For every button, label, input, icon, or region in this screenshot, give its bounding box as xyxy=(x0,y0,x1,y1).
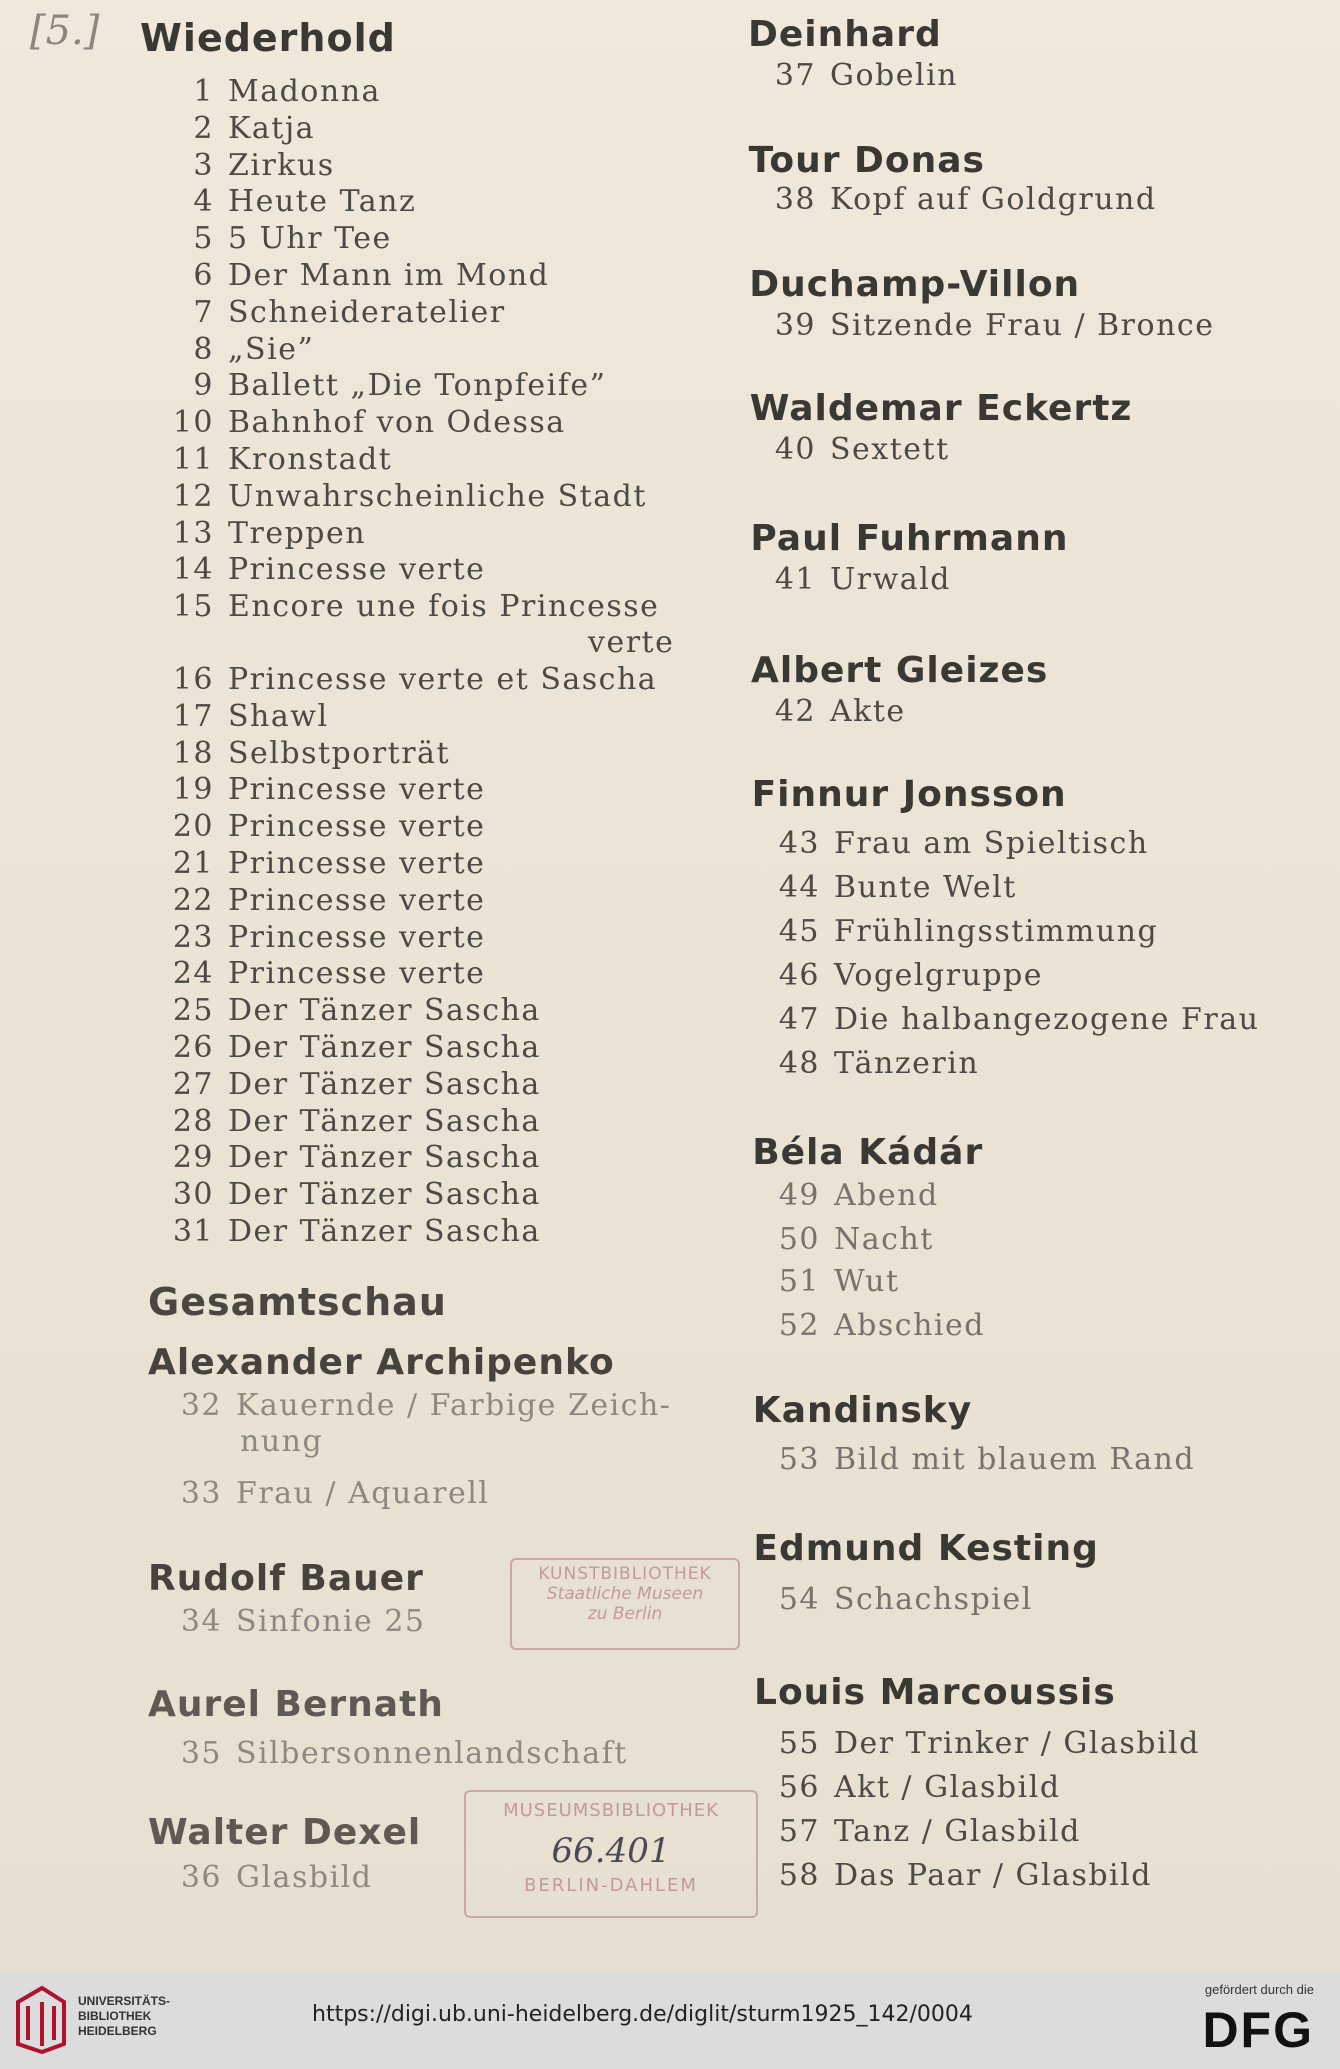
work-number: 52 xyxy=(778,1308,820,1343)
work-number: 44 xyxy=(778,870,820,905)
work-title: Abend xyxy=(834,1178,939,1213)
work-title: Princesse verte xyxy=(228,809,486,845)
work-number: 51 xyxy=(778,1264,820,1299)
work-title: Nacht xyxy=(834,1222,934,1257)
artist-heading: Walter Dexel xyxy=(148,1812,422,1853)
work-title: Der Tänzer Sascha xyxy=(228,1030,541,1065)
work-title: Encore une fois Princesse xyxy=(228,589,660,625)
artist-heading: Duchamp-Villon xyxy=(749,264,1081,305)
work-title: Sinfonie 25 xyxy=(236,1604,426,1639)
funded-by-label: gefördert durch die xyxy=(1204,1982,1314,1997)
stamp-line: KUNSTBIBLIOTHEK xyxy=(538,1564,712,1584)
logo-line: UNIVERSITÄTS- xyxy=(78,1994,171,2008)
work-item xyxy=(168,442,392,477)
work-number: 45 xyxy=(778,914,820,949)
work-number: 46 xyxy=(778,958,820,993)
work-number: 18 xyxy=(172,735,214,771)
work-item xyxy=(168,552,485,587)
logo-line: HEIDELBERG xyxy=(78,2024,157,2038)
work-title: Schneideratelier xyxy=(228,294,506,330)
work-number: 17 xyxy=(172,698,214,734)
work-item xyxy=(168,662,657,697)
work-number: 58 xyxy=(778,1858,820,1893)
work-title: Tänzerin xyxy=(834,1046,980,1081)
work-item xyxy=(770,308,1214,343)
artist-heading: Deinhard xyxy=(748,14,942,55)
artist-heading: Kandinsky xyxy=(752,1390,973,1431)
work-title: Der Tänzer Sascha xyxy=(228,1066,541,1102)
work-item xyxy=(774,826,1149,861)
work-number: 16 xyxy=(172,662,214,697)
work-number: 7 xyxy=(193,294,214,330)
work-title: Zirkus xyxy=(228,147,335,183)
work-title-continuation: verte xyxy=(588,625,675,661)
work-title: Silbersonnenlandschaft xyxy=(236,1736,628,1771)
work-title: Princesse verte xyxy=(228,919,486,955)
work-number: 38 xyxy=(774,182,816,217)
work-item xyxy=(774,958,1043,993)
work-number: 4 xyxy=(193,184,214,220)
work-item xyxy=(774,1264,900,1299)
stamp-accession-number: 66.401 xyxy=(551,1831,671,1871)
work-number: 1 xyxy=(193,74,214,109)
work-item xyxy=(168,883,485,918)
work-title: Akt / Glasbild xyxy=(834,1770,1061,1805)
work-number: 31 xyxy=(172,1214,214,1249)
work-item xyxy=(168,221,392,256)
work-item xyxy=(774,1222,934,1257)
work-number: 24 xyxy=(172,956,214,992)
work-title: Frühlingsstimmung xyxy=(834,914,1159,949)
work-title: Die halbangezogene Frau xyxy=(834,1002,1260,1037)
work-title: Katja xyxy=(228,110,316,146)
work-item xyxy=(168,1214,541,1249)
stamp-line: Staatliche Museen xyxy=(546,1584,704,1604)
stamp-line: BERLIN-DAHLEM xyxy=(524,1875,698,1896)
artist-heading: Béla Kádár xyxy=(752,1132,984,1173)
work-title: Akte xyxy=(830,694,906,729)
work-item xyxy=(168,809,485,844)
work-number: 21 xyxy=(172,846,214,881)
work-item xyxy=(168,846,485,881)
work-item xyxy=(168,368,606,403)
work-number: 26 xyxy=(172,1030,214,1065)
work-title: Schachspiel xyxy=(834,1582,1033,1617)
work-title: Der Tänzer Sascha xyxy=(228,1177,541,1213)
work-item xyxy=(168,1067,541,1102)
work-item xyxy=(774,1582,1033,1617)
work-item xyxy=(774,914,1158,949)
work-item xyxy=(168,74,381,109)
work-number: 27 xyxy=(172,1066,214,1102)
permalink-url[interactable]: https://digi.ub.uni-heidelberg.de/diglit/sturm1925_142/0004 xyxy=(312,2002,973,2027)
work-title: Vogelgruppe xyxy=(834,958,1044,993)
work-title: Gobelin xyxy=(830,58,958,93)
work-number: 11 xyxy=(172,442,214,477)
work-number: 9 xyxy=(193,368,214,404)
work-number: 50 xyxy=(778,1222,820,1257)
work-number: 3 xyxy=(193,147,214,183)
artist-heading: Finnur Jonsson xyxy=(751,774,1067,815)
artist-heading: Edmund Kesting xyxy=(753,1528,1099,1569)
work-title: Kopf auf Goldgrund xyxy=(830,182,1157,217)
work-number: 55 xyxy=(778,1726,820,1761)
work-number: 12 xyxy=(172,478,214,514)
work-number: 29 xyxy=(172,1140,214,1176)
work-title: Sextett xyxy=(830,432,950,467)
work-number: 39 xyxy=(774,308,816,343)
work-item xyxy=(774,1442,1195,1477)
work-number: 22 xyxy=(172,882,214,918)
work-title: Frau / Aquarell xyxy=(236,1476,490,1511)
work-number: 56 xyxy=(778,1770,820,1805)
work-title: 5 Uhr Tee xyxy=(228,221,392,257)
artist-heading: Aurel Bernath xyxy=(148,1684,444,1725)
work-title: Der Tänzer Sascha xyxy=(228,1103,541,1139)
work-item xyxy=(774,1046,979,1081)
work-item xyxy=(774,1770,1061,1805)
work-title: Ballett „Die Tonpfeife” xyxy=(228,368,607,404)
work-item xyxy=(168,993,541,1028)
section-heading-gesamtschau: Gesamtschau xyxy=(148,1280,447,1324)
work-item xyxy=(176,1604,426,1639)
work-title: Der Tänzer Sascha xyxy=(228,1214,541,1249)
work-number: 42 xyxy=(774,694,816,729)
work-item xyxy=(168,1030,541,1065)
work-title: Der Tänzer Sascha xyxy=(228,993,541,1029)
work-number: 53 xyxy=(778,1442,820,1477)
work-title: Heute Tanz xyxy=(228,184,417,220)
artist-heading: Paul Fuhrmann xyxy=(750,518,1069,559)
artist-heading-wiederhold: Wiederhold xyxy=(140,16,396,60)
work-item xyxy=(770,182,1157,217)
work-title: Princesse verte xyxy=(228,956,486,992)
viewer-footer xyxy=(0,1972,1340,2069)
work-item xyxy=(774,1858,1152,1893)
work-number: 47 xyxy=(778,1002,820,1037)
artist-heading: Tour Donas xyxy=(748,140,985,181)
work-number: 35 xyxy=(180,1736,222,1771)
work-title: Der Mann im Mond xyxy=(228,258,550,293)
work-number: 10 xyxy=(172,405,214,441)
work-number: 34 xyxy=(180,1604,222,1639)
work-title: Urwald xyxy=(830,562,951,597)
work-number: 30 xyxy=(172,1177,214,1213)
work-item xyxy=(176,1388,671,1423)
work-title: Sitzende Frau / Bronce xyxy=(830,308,1215,343)
work-item xyxy=(774,1726,1200,1761)
work-number: 54 xyxy=(778,1582,820,1617)
kunstbibliothek-stamp xyxy=(510,1558,740,1650)
work-title: Das Paar / Glasbild xyxy=(834,1858,1152,1893)
work-item xyxy=(176,1860,372,1895)
artist-heading: Waldemar Eckertz xyxy=(749,388,1133,429)
work-item xyxy=(770,432,950,467)
work-title: Princesse verte xyxy=(228,552,486,588)
work-number: 57 xyxy=(778,1814,820,1849)
artist-heading: Alexander Archipenko xyxy=(148,1342,615,1383)
work-number: 48 xyxy=(778,1046,820,1081)
university-library-name xyxy=(78,1994,170,2039)
work-title: Bild mit blauem Rand xyxy=(834,1442,1196,1477)
work-item xyxy=(168,1104,541,1139)
work-title: Kronstadt xyxy=(228,442,393,477)
artist-heading: Albert Gleizes xyxy=(751,650,1049,691)
work-item xyxy=(168,1177,541,1212)
work-title: Der Tänzer Sascha xyxy=(228,1140,541,1176)
work-title: Selbstporträt xyxy=(228,735,450,771)
work-title: Shawl xyxy=(228,698,329,734)
work-item xyxy=(774,1814,1081,1849)
work-title: „Sie” xyxy=(228,331,315,367)
handwritten-corner-mark: [5.] xyxy=(30,8,100,54)
work-number: 15 xyxy=(172,589,214,625)
work-number: 2 xyxy=(193,110,214,146)
work-item xyxy=(168,1140,541,1175)
work-title: Unwahrscheinliche Stadt xyxy=(228,478,647,514)
work-number: 37 xyxy=(774,58,816,93)
work-item xyxy=(168,516,366,551)
work-title: Frau am Spieltisch xyxy=(834,826,1149,861)
work-title: Wut xyxy=(834,1264,900,1299)
work-number: 33 xyxy=(180,1476,222,1511)
work-item xyxy=(770,694,906,729)
work-number: 20 xyxy=(172,809,214,845)
work-item xyxy=(168,589,659,624)
work-number: 25 xyxy=(172,993,214,1029)
work-item xyxy=(168,479,647,514)
artist-heading: Rudolf Bauer xyxy=(148,1558,424,1599)
work-item xyxy=(168,184,416,219)
work-item xyxy=(176,1736,628,1771)
work-number: 28 xyxy=(172,1103,214,1139)
work-item xyxy=(168,148,335,183)
logo-line: BIBLIOTHEK xyxy=(78,2009,152,2023)
work-number: 8 xyxy=(193,331,214,367)
work-title: Bunte Welt xyxy=(834,870,1017,905)
work-number: 23 xyxy=(172,919,214,955)
work-number: 6 xyxy=(193,258,214,293)
work-title: Bahnhof von Odessa xyxy=(228,405,566,441)
work-item xyxy=(774,1002,1259,1037)
work-item xyxy=(168,772,485,807)
work-title: Princesse verte xyxy=(228,882,486,918)
work-title: Abschied xyxy=(834,1308,985,1343)
work-number: 40 xyxy=(774,432,816,467)
work-title: Treppen xyxy=(228,515,367,551)
work-title: Glasbild xyxy=(236,1860,373,1895)
work-title: Madonna xyxy=(228,74,381,109)
dfg-logo: DFG xyxy=(1202,2002,1314,2058)
work-title: Princesse verte xyxy=(228,846,486,881)
work-item xyxy=(774,870,1017,905)
work-item xyxy=(168,736,450,771)
work-number: 14 xyxy=(172,552,214,588)
work-number: 41 xyxy=(774,562,816,597)
work-item xyxy=(168,699,329,734)
work-title-continuation: nung xyxy=(240,1424,324,1459)
stamp-line: zu Berlin xyxy=(587,1604,663,1624)
work-number: 32 xyxy=(180,1388,222,1423)
work-item xyxy=(168,405,566,440)
work-title: Kauernde / Farbige Zeich- xyxy=(236,1388,672,1423)
work-item xyxy=(774,1308,985,1343)
work-title: Der Trinker / Glasbild xyxy=(834,1726,1200,1761)
work-item xyxy=(168,956,485,991)
museumsbibliothek-stamp xyxy=(464,1790,758,1918)
work-number: 36 xyxy=(180,1860,222,1895)
work-item xyxy=(168,111,315,146)
work-item xyxy=(168,332,314,367)
work-item xyxy=(168,920,485,955)
work-number: 49 xyxy=(778,1178,820,1213)
work-item xyxy=(770,562,951,597)
stamp-line: MUSEUMSBIBLIOTHEK xyxy=(503,1800,719,1821)
work-number: 19 xyxy=(172,772,214,808)
work-title: Tanz / Glasbild xyxy=(834,1814,1081,1849)
university-library-logo-icon xyxy=(12,1984,70,2054)
work-item xyxy=(770,58,958,93)
work-number: 13 xyxy=(172,515,214,551)
work-item xyxy=(176,1476,489,1511)
work-item xyxy=(168,295,506,330)
work-number: 5 xyxy=(193,221,214,257)
work-item xyxy=(774,1178,939,1213)
work-title: Princesse verte xyxy=(228,772,486,808)
artist-heading: Louis Marcoussis xyxy=(754,1672,1116,1713)
work-title: Princesse verte et Sascha xyxy=(228,662,658,697)
work-number: 43 xyxy=(778,826,820,861)
work-item xyxy=(168,258,549,293)
